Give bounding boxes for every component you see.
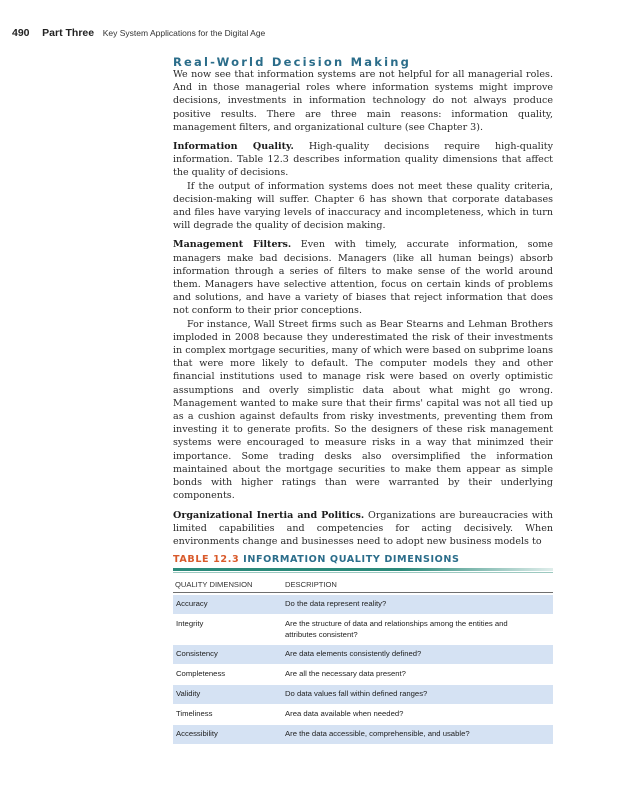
body-text	[173, 68, 553, 548]
org-inertia-text: Organizations are bureaucracies with limited capabilities and competencies for acting decisively. When environments change and businesses need to adopt new business models to	[173, 509, 553, 547]
column-header-description: DESCRIPTION	[285, 580, 337, 589]
part-label: Part Three	[42, 27, 95, 39]
book-title: Key System Applications for the Digital Age	[102, 28, 266, 38]
running-head	[12, 27, 265, 41]
dimension-cell: Integrity	[176, 619, 204, 628]
table-header-rule	[173, 592, 553, 593]
table-row	[173, 685, 553, 704]
dimension-cell: Consistency	[176, 649, 218, 658]
dimension-cell: Accuracy	[176, 599, 208, 608]
table-title-rule	[173, 568, 553, 571]
table-row	[173, 595, 553, 614]
description-cell: Are data elements consistently defined?	[285, 649, 422, 658]
info-quality-paragraph	[173, 140, 553, 180]
mgmt-filters-text: Even with timely, accurate information, some managers make bad decisions. Managers (like all human beings) absorb information through a series of filters to make sense of the world around them. Managers have selective attention, focus on certain kinds of problems and solutions, and have a variety of biases that reject information that does not conform to their prior conceptions.	[173, 239, 553, 317]
column-header-dimension: QUALITY DIMENSION	[175, 580, 253, 589]
info-quality-paragraph-2: If the output of information systems does not meet these quality criteria, decision-making will suffer. Chapter 6 has shown that corporate databases and files have varying levels of inaccuracy and incompleteness, which in turn will degrade the quality of decision making.	[173, 180, 553, 232]
description-cell: Area data available when needed?	[285, 709, 404, 718]
page-number: 490	[12, 27, 30, 39]
mgmt-filters-paragraph-2: For instance, Wall Street firms such as Bear Stearns and Lehman Brothers imploded in 2008 because they underestimated the risk of their investments in complex mortgage securities, many of which were based on subprime loans that were more likely to default. The computer models they and other financial institutions used to manage risk were based on overly optimistic assumptions and overly simplistic data about what might go wrong. Management wanted to make sure that their firms' capital was not all tied up as a cushion against defaults from risky investments, preventing them from investing it to generate profits. So the designers of these risk management systems were encouraged to measure risks in a way that minimzed their importance. Some trading desks also oversimplified the information maintained about the mortgage securities to make them appear as simple bonds with higher ratings than were warranted by their underlying components.	[173, 318, 553, 502]
table-row	[173, 705, 553, 724]
table-row	[173, 665, 553, 684]
table-name: INFORMATION QUALITY DIMENSIONS	[243, 554, 460, 565]
dimension-cell: Timeliness	[176, 709, 213, 718]
mgmt-filters-heading: Management Filters.	[173, 239, 292, 251]
table-header	[173, 577, 553, 591]
org-inertia-heading: Organizational Inertia and Politics.	[173, 509, 365, 521]
table-row	[173, 725, 553, 744]
description-cell: Are the structure of data and relationships among the entities and attributes consistent?	[285, 619, 508, 639]
mgmt-filters-paragraph	[173, 238, 553, 317]
section-title: Real-World Decision Making	[173, 55, 412, 69]
description-cell: Do data values fall within defined ranges?	[285, 689, 428, 698]
info-quality-text: High-quality decisions require high-quality information. Table 12.3 describes information quality dimensions that affect the quality of decisions.	[173, 141, 554, 179]
description-cell: Are all the necessary data present?	[285, 669, 406, 678]
table-title	[173, 554, 460, 565]
table-title-rule-thin	[173, 572, 553, 573]
description-cell: Do the data represent reality?	[285, 599, 387, 608]
dimension-cell: Completeness	[176, 669, 226, 678]
description-cell: Are the data accessible, comprehensible, and usable?	[285, 729, 470, 738]
org-inertia-paragraph	[173, 509, 553, 549]
intro-paragraph: We now see that information systems are not helpful for all managerial roles. And in those managerial roles where information systems might improve decisions, investments in information technology do not always produce positive results. There are three main reasons: information quality, management filters, and organizational culture (see Chapter 3).	[173, 69, 553, 133]
dimension-cell: Validity	[176, 689, 201, 698]
table-number: TABLE 12.3	[173, 554, 240, 565]
info-quality-heading: Information Quality.	[173, 141, 294, 153]
table-body	[173, 595, 553, 745]
table-row	[173, 615, 553, 644]
table-row	[173, 645, 553, 664]
dimension-cell: Accessibility	[176, 729, 218, 738]
